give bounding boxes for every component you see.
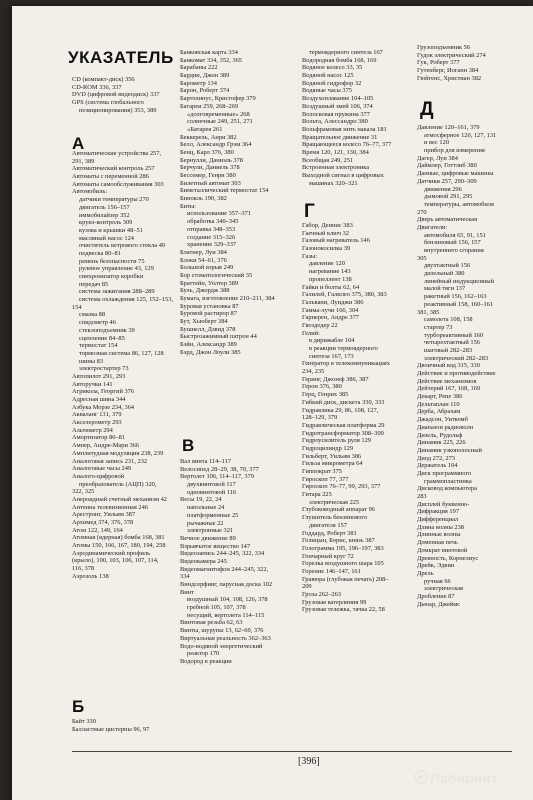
- index-entry: 283: [417, 493, 427, 500]
- index-entry: электрический 282–283: [424, 354, 489, 362]
- index-entry: Водород в реакции: [180, 657, 232, 665]
- index-entry: Банкомат 334, 352, 365: [180, 56, 242, 64]
- index-entry: Винты, шурупы 13, 62–69, 376: [180, 627, 264, 635]
- index-entry: подвеска 80–81: [79, 249, 121, 257]
- index-entry: движения 296: [424, 185, 462, 193]
- index-entry: Встроенная электроника: [302, 164, 370, 172]
- index-entry: Генератор в телекоммуникациях: [302, 360, 390, 368]
- index-entry: 270: [417, 208, 427, 216]
- index-entry: очиститель ветрового стекла 49: [79, 242, 166, 250]
- index-entry: Волосковая пружина 377: [302, 110, 370, 118]
- index-entry: Весы 19, 22, 24: [180, 496, 222, 504]
- index-entry: стартер 73: [424, 323, 453, 331]
- index-entry: электронные 321: [187, 527, 234, 535]
- index-entry: сцепление 84–85: [79, 334, 125, 342]
- index-entry: Голицын, Борис, князь 387: [302, 537, 375, 545]
- index-entry: и вес 120: [424, 139, 450, 147]
- index-entry: малой тяги 137: [424, 285, 466, 293]
- index-entry: Дерба, Абрахам: [417, 408, 461, 416]
- index-entry: двигателя 157: [309, 521, 347, 529]
- index-column-2-v: [180, 458, 272, 666]
- index-entry: Бинокль 190, 382: [180, 195, 227, 203]
- index-entry: Водяные часы 375: [302, 87, 352, 95]
- index-entry: Диапазон радиоволн: [417, 423, 474, 431]
- index-entry: реактивный 158, 160–161: [424, 300, 494, 308]
- index-entry: солнечные 249, 251, 271: [187, 118, 253, 126]
- index-entry: Винтовая резьба 62, 63: [180, 619, 243, 627]
- index-entry: Балластные цистерны 96, 97: [72, 725, 150, 733]
- index-entry: создание 315–326: [187, 233, 236, 241]
- index-entry: Давление 120–161, 379: [417, 124, 480, 131]
- index-column-3-top: [302, 49, 391, 187]
- index-entry: Байт 330: [72, 718, 96, 725]
- index-entry: Водяной насос 125: [302, 72, 354, 80]
- index-entry: 154: [72, 303, 82, 311]
- index-column-1-a: [72, 150, 173, 581]
- index-entry: граммопластинка: [424, 477, 472, 485]
- index-entry: Атомы 150, 166, 167, 180, 194, 258: [72, 542, 166, 550]
- index-entry: Аэрозоль 138: [72, 572, 109, 580]
- index-entry: Двигатели:: [417, 223, 448, 231]
- index-entry: 305: [417, 254, 427, 262]
- index-entry: 128–129, 379: [302, 414, 338, 422]
- index-entry: Винт: [180, 588, 194, 596]
- index-entry: Гильберт, Уильям 386: [302, 452, 362, 460]
- index-entry: Водяной гидрофор 32: [302, 79, 362, 87]
- index-entry: Дизель, Рудольф: [417, 431, 463, 439]
- index-entry: датчики температуры 270: [79, 196, 149, 204]
- index-entry: машинах 320–321: [309, 179, 358, 187]
- index-entry: Гарнерен, Андре 377: [302, 314, 359, 322]
- index-entry: электрическая 225: [309, 498, 360, 506]
- index-entry: Двоичный код 315, 330: [417, 362, 480, 370]
- index-entry: Данные, цифровые машины: [417, 170, 494, 178]
- index-entry: Гироскоп 76–77, 99, 293, 377: [302, 483, 381, 491]
- index-entry: Атомная (ядерная) бомба 168, 381: [72, 534, 165, 542]
- index-entry: одновинтовой 116: [187, 488, 237, 496]
- index-entry: Доменная печь: [417, 539, 458, 547]
- index-column-1-b: [72, 718, 149, 733]
- index-entry: Время 120, 121, 130, 384: [302, 148, 369, 156]
- index-entry: шины 83: [79, 357, 104, 365]
- index-entry: 116, 378: [72, 565, 95, 573]
- index-entry: Видеомагнитофон 244–245, 322,: [180, 565, 269, 573]
- index-entry: Дрель: [417, 569, 434, 577]
- index-entry: Белл, Александр Грэм 364: [180, 141, 252, 149]
- index-entry: Бэйн, Александр 389: [180, 341, 237, 349]
- index-entry: напольные 24: [187, 504, 225, 512]
- index-entry: Гюйгенс, Христиан 382: [417, 74, 482, 82]
- index-entry: Гидроусилитель руля 129: [302, 437, 371, 445]
- index-entry: термостат 154: [79, 342, 118, 350]
- index-entry: пропеллент 138: [309, 275, 352, 283]
- index-entry: Вращающееся колесо 76–77, 377: [302, 141, 392, 149]
- book-page: [12, 6, 533, 800]
- index-entry: Дифференциал: [417, 516, 459, 524]
- index-entry: GPS (система глобального: [72, 99, 144, 107]
- index-entry: Гончарный круг 72: [302, 552, 354, 560]
- index-entry: Дейтерий 167, 168, 169: [417, 385, 481, 393]
- index-entry: 209: [302, 583, 312, 591]
- index-entry: Герон 376, 380: [302, 383, 342, 391]
- index-entry: 234, 235: [302, 368, 325, 376]
- index-entry: Виртуальная реальность 362–363: [180, 634, 271, 642]
- index-entry: Амортизатор 80–81: [72, 434, 126, 442]
- index-entry: Автопилот 291, 293: [72, 372, 126, 380]
- index-entry: Грузоподъемник 56: [417, 44, 471, 51]
- index-entry: Бут, Хьюберт 384: [180, 318, 228, 326]
- index-entry: «долговременные» 268: [187, 110, 250, 118]
- index-entry: электростартер 73: [79, 365, 129, 373]
- index-entry: Дверь автоматическая: [417, 216, 478, 224]
- index-entry: гребной 105, 107, 378: [187, 604, 246, 612]
- index-entry: ремень безопасности 75: [79, 257, 145, 265]
- index-entry: шаговый 282–283: [424, 346, 473, 354]
- index-entry: Батареи 259, 268–269: [180, 102, 239, 110]
- index-entry: Дьюар, Джеймс: [417, 600, 461, 608]
- index-entry: Биты:: [180, 202, 196, 210]
- index-entry: ручная 66: [424, 577, 451, 585]
- index-entry: двухвинтовой 117: [187, 481, 236, 489]
- index-entry: Грузовая тележка, тачка 22, 58: [302, 606, 385, 614]
- index-entry: Блатнер, Луи 384: [180, 248, 227, 256]
- index-entry: (крыло), 100, 103, 106, 107, 114,: [72, 557, 159, 565]
- index-entry: Аналого-цифровой: [72, 472, 125, 480]
- index-entry: Глушитель бензинового: [302, 514, 368, 522]
- index-entry: Годдард, Роберт 381: [302, 529, 357, 537]
- index-entry: Биметаллический термостат 154: [180, 187, 269, 195]
- index-entry: реактор 170: [187, 650, 220, 658]
- index-entry: рычажные 22: [187, 519, 224, 527]
- index-entry: Действие механизмов: [417, 377, 477, 385]
- index-entry: Автомобиль:: [72, 188, 108, 196]
- index-entry: Банковская карта 334: [180, 49, 238, 56]
- index-entry: Динамик 225, 226: [417, 439, 466, 447]
- index-entry: «Батарея 261: [187, 125, 223, 133]
- index-column-4-top: [417, 44, 486, 82]
- index-entry: Архимед 374, 376, 378: [72, 519, 134, 526]
- index-entry: Бартолинус, Кристофер 379: [180, 95, 256, 103]
- index-entry: Бэрд, Джон Лоули 385: [180, 348, 241, 356]
- section-letter-b: Б: [72, 697, 85, 716]
- index-entry: Бенц, Карл 376, 380: [180, 148, 234, 156]
- index-entry: Бушнелл, Дэвид 378: [180, 325, 236, 333]
- index-entry: Виндсерфинг, парусная доска 102: [180, 581, 273, 588]
- index-entry: Герц, Генрих 385: [302, 391, 349, 399]
- index-entry: Гудок электрический 274: [417, 51, 486, 59]
- index-entry: Голограмма 195, 196–197, 383: [302, 544, 384, 552]
- index-entry: масляный насос 124: [79, 234, 135, 242]
- index-entry: Буровая установка 87: [180, 302, 239, 310]
- section-letter-v: В: [182, 436, 195, 455]
- index-column-2-top: [180, 49, 275, 357]
- index-entry: Видеозапись 244–245, 322, 334: [180, 550, 265, 558]
- index-entry: внутреннего сгорания: [424, 247, 484, 254]
- index-entry: в реакции термоядерного: [309, 345, 378, 352]
- index-entry: платформенные 25: [187, 511, 239, 519]
- index-entry: автомобиля 65, 91, 151: [424, 231, 486, 239]
- index-entry: Гроза 262–263: [302, 591, 342, 598]
- index-column-1-top: [72, 76, 160, 114]
- index-entry: Велосипед 28–29, 38, 70, 377: [180, 465, 259, 473]
- index-entry: Длинные волны: [417, 531, 461, 539]
- index-entry: Джадсон, Уиткомб: [417, 416, 468, 424]
- index-entry: стеклоподъемник 39: [79, 326, 135, 334]
- index-entry: преобразователь (АЦП) 320,: [79, 480, 157, 488]
- index-entry: Диск программного: [417, 469, 472, 477]
- index-entry: Браттейн, Уолтер 389: [180, 279, 239, 287]
- index-entry: Гибкий диск, дискета 330, 333: [302, 398, 385, 406]
- index-entry: Выходной сигнал в цифровых: [302, 172, 384, 179]
- index-entry: Бумага, изготовление 210–211, 384: [180, 295, 275, 302]
- index-entry: температуры, автомобиля: [424, 200, 494, 208]
- index-entry: Гитара 225: [302, 491, 332, 499]
- index-entry: нагревание 143: [309, 268, 351, 276]
- index-entry: Гаечный ключ 32: [302, 229, 350, 237]
- index-entry: синтеза 167, 173: [309, 352, 354, 360]
- index-entry: Автоматы с переменной 286: [72, 173, 149, 181]
- index-entry: Взрывчатое вещество 147: [180, 542, 251, 550]
- index-entry: ракетный 156, 162–163: [424, 293, 487, 301]
- index-entry: Газовый нагреватель 146: [302, 237, 370, 245]
- index-entry: линейный индукционный: [424, 277, 494, 285]
- index-entry: DVD (цифровой видеодиск) 337: [72, 91, 160, 99]
- index-entry: Вращательное движение 31: [302, 133, 378, 141]
- index-entry: CD (компакт-диск) 356: [72, 76, 135, 83]
- index-entry: Глубоководный аппарат 96: [302, 506, 375, 514]
- index-entry: Диод 272, 273: [417, 454, 456, 462]
- index-entry: атмосферное 120, 127, 131: [424, 131, 497, 139]
- index-entry: дизельный 380: [424, 270, 465, 278]
- index-entry: Беккерель, Анри 382: [180, 133, 237, 141]
- index-entry: Атом 122, 149, 164: [72, 526, 123, 534]
- index-entry: Древность, Корнелиус: [417, 554, 479, 562]
- index-entry: Гук, Роберт 377: [417, 59, 460, 67]
- index-entry: Декарт, Рене 386: [417, 393, 463, 401]
- index-entry: Адресная шина 344: [72, 396, 126, 403]
- page-number: [396]: [298, 756, 320, 767]
- index-entry: Ампер, Андре-Мари 366: [72, 442, 140, 450]
- index-entry: Гиппократ 375: [302, 468, 342, 475]
- section-letter-g: Г: [304, 201, 315, 222]
- footer-rule: [72, 751, 512, 752]
- index-entry: прибор для измерения: [424, 147, 485, 155]
- index-entry: Большой взрыв 249: [180, 264, 234, 272]
- index-entry: Азбука Морзе 234, 364: [72, 403, 135, 411]
- index-entry: двигатель 156–157: [79, 203, 130, 211]
- index-entry: Бессемер, Генри 380: [180, 172, 236, 179]
- index-entry: Гальвани, Луиджи 386: [302, 298, 364, 306]
- index-entry: Агрикола, Георгий 376: [72, 388, 135, 396]
- index-column-3-g: [302, 222, 390, 614]
- index-entry: Геринг, Джозеф 386, 387: [302, 375, 369, 383]
- index-entry: Автоматические устройства 257,: [72, 150, 162, 157]
- index-entry: Действие и противодействие: [417, 370, 496, 377]
- index-entry: Буровой растирор 87: [180, 310, 237, 318]
- index-entry: Авторучки 141: [72, 380, 113, 388]
- index-entry: использование 357–371: [187, 210, 251, 218]
- index-entry: Вечное движение 89: [180, 534, 236, 542]
- index-entry: смазка 88: [79, 311, 106, 319]
- index-entry: Вольфрамовая нить накала 181: [302, 125, 387, 133]
- labyrinth-logo-icon: [414, 770, 428, 787]
- index-entry: турбореактивный 160: [424, 331, 484, 339]
- index-entry: круиз-контроль 309: [79, 219, 133, 227]
- index-entry: Гамма-лучи 166, 304: [302, 306, 359, 314]
- index-entry: кузова и крышки 48–51: [79, 226, 143, 234]
- index-entry: система зажигания 288–289: [79, 288, 155, 296]
- index-entry: несущий, вертолета 114–115: [187, 611, 265, 619]
- index-entry: иммобилайзер 352: [79, 211, 130, 219]
- index-entry: синхронизатор коробки: [79, 273, 144, 280]
- index-entry: Всеобщая 249, 251: [302, 156, 354, 164]
- index-entry: Динамик узкополосный: [417, 446, 482, 454]
- index-entry: Горение 146–147, 161: [302, 567, 361, 575]
- section-letter-d: Д: [420, 99, 434, 120]
- index-entry: Гидротрансформатор 308–309: [302, 429, 384, 437]
- index-entry: рулевое управление 43, 129: [79, 265, 154, 273]
- index-entry: Грузовая ватерлиния 99: [302, 598, 367, 606]
- index-entry: электрическая: [424, 585, 463, 593]
- index-entry: Датчики 257, 290–309: [417, 177, 477, 185]
- index-entry: Дагер, Луи 384: [417, 154, 458, 162]
- index-entry: Аналоговая запись 231, 232: [72, 457, 148, 465]
- index-entry: Гидроцилиндр 129: [302, 444, 354, 452]
- index-entry: Дисковод компьютера: [417, 485, 478, 493]
- index-entry: Автоматы самообслуживания 303: [72, 180, 164, 188]
- index-entry: Гильза микрометра 64: [302, 460, 363, 468]
- index-entry: Гайки и болты 62, 64: [302, 283, 360, 291]
- index-entry: Газонокосилка 39: [302, 245, 351, 253]
- index-entry: Гидравлика 29, 86, 108, 127,: [302, 406, 379, 414]
- index-entry: Акселерометр 293: [72, 419, 122, 427]
- index-entry: отправка 348–353: [187, 225, 236, 233]
- index-entry: Гравюра (глубокая печать) 208–: [302, 575, 389, 583]
- index-entry: Быстрозажимный патрон 44: [180, 333, 257, 341]
- page-title: УКАЗАТЕЛЬ: [68, 48, 174, 67]
- index-entry: Гидравлическая платформа 29: [302, 421, 385, 429]
- index-entry: Галилей, Галилео 375, 380, 383: [302, 291, 387, 299]
- index-entry: Арестронг, Уильям 387: [72, 511, 136, 519]
- watermark-text: Лабиринт: [430, 770, 498, 786]
- index-entry: Водо-водяной энергетический: [180, 642, 263, 650]
- index-entry: Дифракция 197: [417, 508, 460, 516]
- index-entry: Дельтаплан 110: [417, 400, 460, 408]
- section-letter-a: А: [72, 134, 85, 153]
- index-entry: термоядерного синтеза 167: [309, 49, 383, 56]
- index-entry: Гутенберг, Иоганн 384: [417, 67, 479, 75]
- index-entry: хранение 329–337: [187, 241, 237, 249]
- index-entry: в дирижабле 104: [309, 337, 355, 345]
- index-entry: 334: [180, 573, 190, 581]
- index-entry: Видеокамера 245: [180, 557, 227, 565]
- index-entry: Вольта, Алессандро 380: [302, 118, 368, 126]
- index-entry: Даймлер, Готтлиб 380: [417, 162, 477, 170]
- index-entry: передач 85: [79, 280, 109, 288]
- index-entry: 381, 385: [417, 308, 440, 316]
- index-entry: Длина волны 238: [417, 523, 464, 531]
- index-entry: Вертолет 106, 114–117, 379: [180, 473, 254, 481]
- index-entry: Габор, Деннис 383: [302, 222, 353, 229]
- index-entry: Берчули, Даниель 378: [180, 164, 240, 172]
- index-entry: спидометр 46: [79, 319, 116, 327]
- index-entry: Аэродинамический профиль: [72, 549, 151, 557]
- index-entry: Барабаны 222: [180, 64, 218, 72]
- index-entry: Буль, Джордж 388: [180, 287, 230, 295]
- index-entry: самолета 108, 158: [424, 316, 473, 324]
- index-entry: позиционирования) 353, 389: [79, 106, 157, 114]
- index-entry: воздушный 104, 108, 126, 378: [187, 596, 268, 604]
- index-entry: Барометр 134: [180, 79, 217, 87]
- index-entry: Гвоздодер 22: [302, 321, 338, 329]
- index-entry: Аналоговые часы 249: [72, 465, 132, 473]
- index-entry: Дисплей буквенно-: [417, 500, 470, 508]
- index-entry: Амплитудная модуляция 238, 239: [72, 449, 164, 457]
- index-entry: Воздушный змей 106, 374: [302, 102, 373, 110]
- index-entry: Держатель 104: [417, 462, 458, 470]
- index-entry: система охлаждения 125, 152–153,: [79, 296, 174, 304]
- index-entry: Барон, Роберт 374: [180, 87, 230, 95]
- index-entry: Вал винта 114–117: [180, 458, 231, 465]
- index-entry: Домкрат винтовой: [417, 546, 468, 554]
- index-entry: четырехтактный 156: [424, 339, 480, 347]
- index-entry: Водяное колесо 33, 35: [302, 64, 363, 72]
- index-column-4-d: [417, 124, 496, 608]
- index-entry: CD-ROM 336, 337: [72, 83, 122, 91]
- index-entry: бензиновый 156, 157: [424, 239, 481, 247]
- index-entry: Дробление 87: [417, 592, 455, 600]
- index-entry: Водородная бомба 168, 169: [302, 56, 377, 64]
- index-entry: Антенна телевизионная 246: [72, 503, 148, 511]
- index-entry: 291, 389: [72, 157, 95, 165]
- index-entry: давление 120: [309, 260, 345, 268]
- index-entry: дымовой 291, 295: [424, 193, 473, 201]
- index-entry: Дрейк, Эдвин: [417, 562, 455, 570]
- index-entry: Гелий:: [302, 329, 320, 337]
- index-entry: Бардин, Джон 389: [180, 72, 230, 80]
- index-entry: Билетный автомат 303: [180, 179, 241, 187]
- index-entry: Гироскоп 77, 377: [302, 475, 349, 483]
- index-entry: Воздухоплавание 104–105: [302, 95, 374, 103]
- index-entry: Автоматический контроль 257: [72, 165, 155, 173]
- index-entry: Газы:: [302, 252, 317, 260]
- watermark: [430, 770, 498, 786]
- index-entry: Альтиметр 294: [72, 426, 113, 434]
- index-entry: Горелка воздушного шара 105: [302, 560, 384, 568]
- index-entry: обработка 340–345: [187, 218, 239, 226]
- index-entry: 322, 325: [72, 488, 95, 496]
- index-entry: Бор стоматологический 35: [180, 271, 253, 279]
- index-entry: двухтактный 156: [424, 262, 471, 270]
- index-entry: Анероидный счетный механизм 42: [72, 495, 167, 503]
- index-entry: Блоки 54–61, 376: [180, 256, 227, 264]
- index-entry: Бернулли, Даниэль 378: [180, 156, 243, 164]
- index-entry: Акваланг 131, 379: [72, 411, 122, 419]
- index-entry: тормозная система 86, 127, 128: [79, 349, 164, 357]
